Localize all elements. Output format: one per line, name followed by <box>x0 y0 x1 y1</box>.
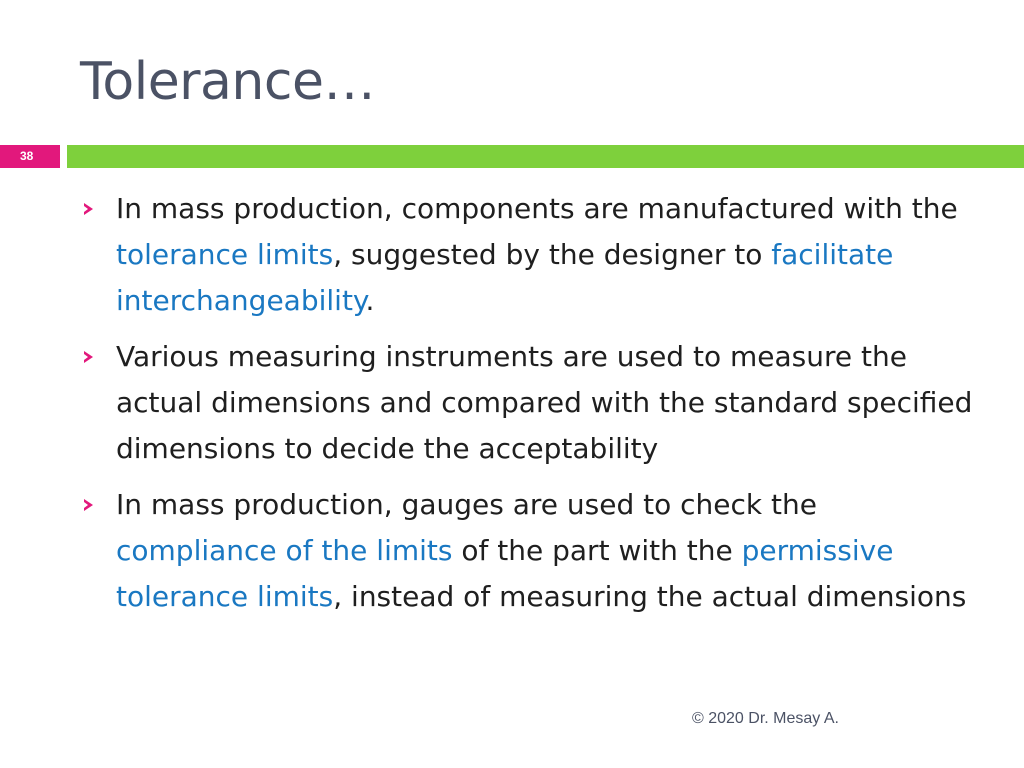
text-segment: In mass production, gauges are used to check the <box>116 488 817 521</box>
highlighted-term: tolerance limits <box>116 238 334 271</box>
slide-title: Tolerance… <box>80 52 375 112</box>
text-segment: In mass production, components are manufactured with the <box>116 192 958 225</box>
arrow-right-icon <box>84 351 93 363</box>
text-segment: Various measuring instruments are used to measure the actual dimensions and compared with the standard specified dimensions to decide the acceptability <box>116 340 973 465</box>
arrow-right-icon <box>84 499 93 511</box>
bullet-item <box>80 482 980 620</box>
footer-copyright: © 2020 Dr. Mesay A. <box>692 710 839 727</box>
bullet-item <box>80 334 980 472</box>
highlighted-term: permissive tolerance limits <box>116 534 894 613</box>
bullet-text <box>116 340 972 465</box>
page-number-badge: 38 <box>0 145 60 168</box>
text-segment: , suggested by the designer to <box>333 238 772 271</box>
text-segment: , instead of measuring the actual dimensions <box>333 580 967 613</box>
bullet-text <box>116 192 958 317</box>
text-segment: of the part with the <box>452 534 742 567</box>
bullet-list <box>80 186 980 630</box>
arrow-right-icon <box>84 203 93 215</box>
bullet-item <box>80 186 980 324</box>
text-segment: . <box>365 284 375 317</box>
title-divider-bar <box>67 145 1024 168</box>
bullet-text <box>116 488 966 613</box>
highlighted-term: compliance of the limits <box>116 534 453 567</box>
highlighted-term: facilitate interchangeability <box>116 238 894 317</box>
